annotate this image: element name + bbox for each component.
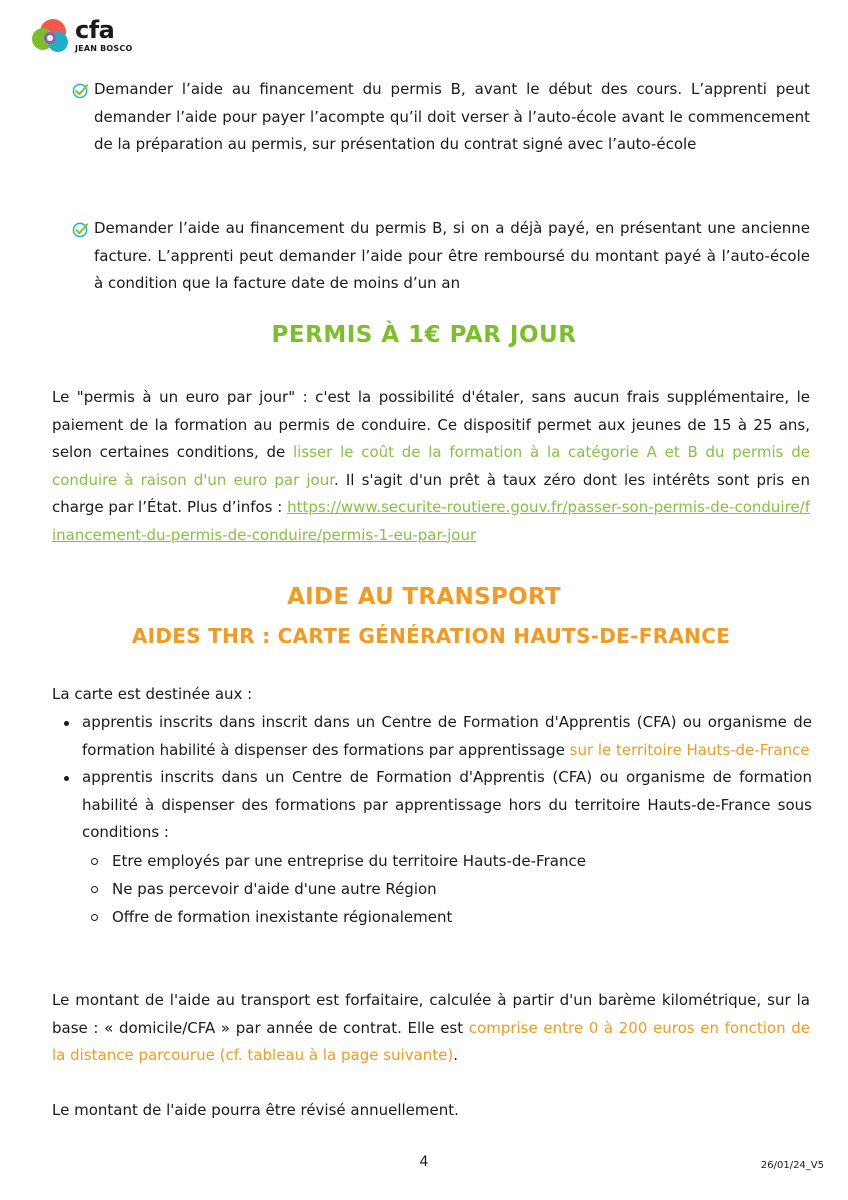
- list-item: [56, 709, 812, 764]
- checklist-text: Demander l’aide au financement du permis B, avant le début des cours. L’apprenti peut demander l’aide pour payer l’acompte qu’il doit verser à l’auto-école avant le commencement de la préparation au permis, sur présentation du contrat signé avec l’auto-école: [94, 80, 810, 153]
- amount-paragraph: [52, 987, 810, 1070]
- permis-text-1: Le "permis à un euro par jour" : c'est la possibilité d'étaler, sans aucun frais supplémentaire, le paiement de la formation au permis de conduire. Ce dispositif permet aux jeunes de 15 à 25 ans, selon certaines conditions, de: [52, 388, 810, 461]
- conditions-list: [82, 847, 812, 931]
- eligibility-list: [56, 709, 812, 931]
- check-circle-icon: [72, 221, 89, 238]
- amount-end: .: [453, 1046, 459, 1064]
- sub-list-item: Etre employés par une entreprise du territoire Hauts-de-France: [82, 847, 812, 875]
- permis-paragraph: [52, 384, 810, 549]
- sub-list-item: Offre de formation inexistante régionalement: [82, 903, 812, 931]
- logo-subtitle: JEAN BOSCO: [75, 44, 133, 53]
- transport-intro: La carte est destinée aux :: [52, 685, 253, 703]
- check-circle-icon: [72, 82, 89, 99]
- page-number: 4: [419, 1154, 429, 1170]
- revision-note: Le montant de l'aide pourra être révisé annuellement.: [52, 1101, 459, 1119]
- logo-text: cfa: [75, 16, 115, 44]
- list-item: [56, 764, 812, 931]
- bullet-text: apprentis inscrits dans inscrit dans un Centre de Formation d'Apprentis (CFA) ou organisme de formation habilité à dispenser des formations par apprentissage: [82, 713, 812, 759]
- logo-circles-icon: [30, 18, 74, 58]
- sub-list-item: Ne pas percevoir d'aide d'une autre Région: [82, 875, 812, 903]
- transport-heading: AIDE AU TRANSPORT: [287, 584, 561, 610]
- bullet-highlight: sur le territoire Hauts-de-France: [569, 740, 810, 759]
- checklist-item: [72, 215, 810, 298]
- cfa-jean-bosco-logo: [30, 18, 150, 58]
- amount-highlight: comprise entre 0 à 200 euros en fonction de la distance parcourue (cf. tableau à la page suivante): [52, 1018, 810, 1064]
- checklist-item: [72, 76, 810, 159]
- permis-text-2: . Il s'agit d'un prêt à taux zéro dont les intérêts sont pris en charge par l’État. Plus d’infos :: [52, 470, 810, 516]
- permis-info-link[interactable]: https://www.securite-routiere.gouv.fr/passer-son-permis-de-conduire/financement-du-permis-de-conduire/permis-1-eu-par-jour: [52, 498, 810, 544]
- amount-text: Le montant de l'aide au transport est forfaitaire, calculée à partir d'un barème kilométrique, sur la base : « domicile/CFA » par année de contrat. Elle est: [52, 991, 810, 1037]
- bullet-text: apprentis inscrits dans un Centre de Formation d'Apprentis (CFA) ou organisme de formation habilité à dispenser des formations par apprentissage hors du territoire Hauts-de-France sous conditions :: [82, 768, 812, 841]
- permis-heading: PERMIS À 1€ PAR JOUR: [271, 322, 577, 348]
- thr-subheading: AIDES THR : CARTE GÉNÉRATION HAUTS-DE-FRANCE: [131, 624, 731, 648]
- checklist-text: Demander l’aide au financement du permis B, si on a déjà payé, en présentant une ancienne facture. L’apprenti peut demander l’aide pour être remboursé du montant payé à l’auto-école à condition que la facture date de moins d’un an: [94, 219, 810, 292]
- document-version: 26/01/24_V5: [760, 1160, 824, 1171]
- permis-highlight: lisser le coût de la formation à la catégorie A et B du permis de conduire à raison d'un euro par jour: [52, 443, 810, 489]
